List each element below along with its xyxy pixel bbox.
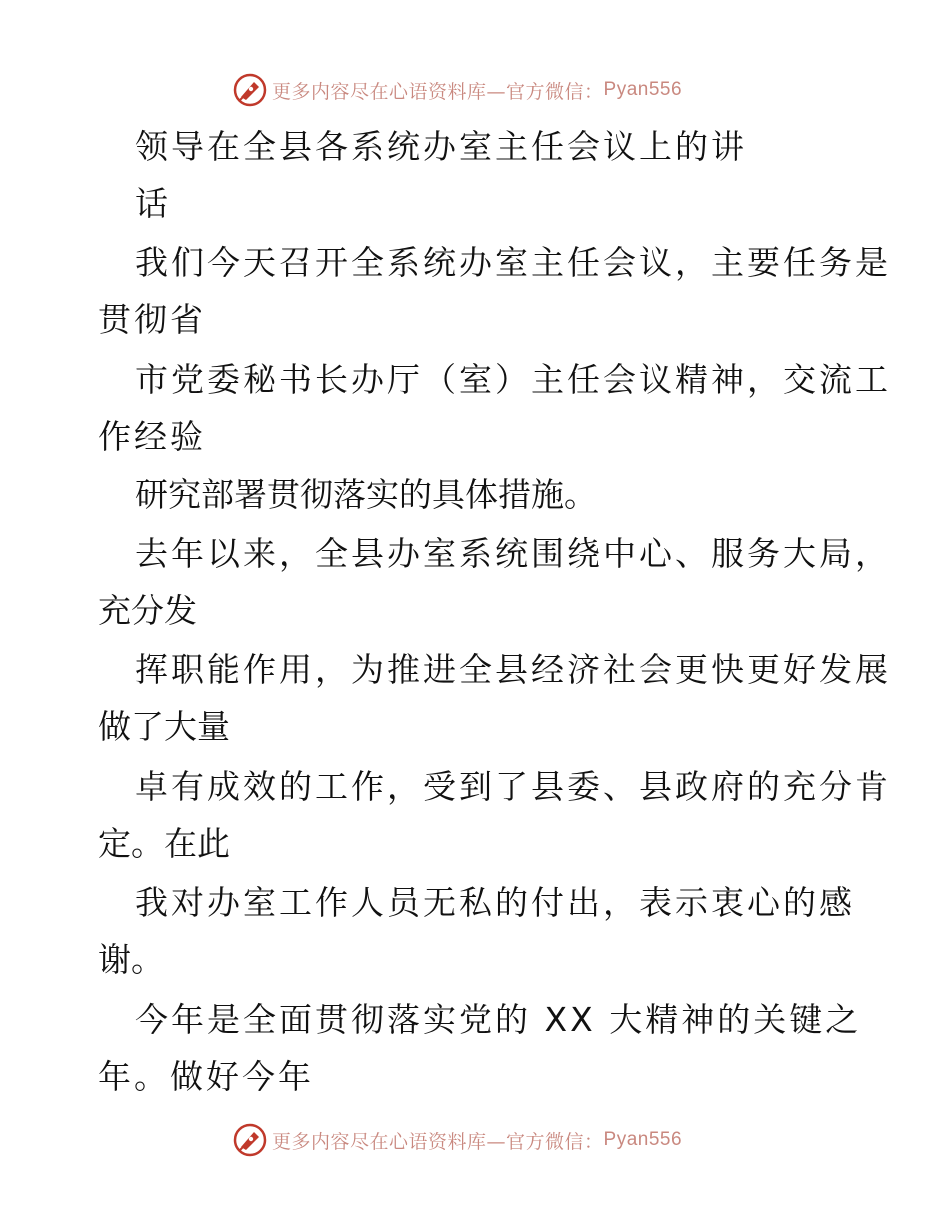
text-line: 我们今天召开全系统办室主任会议，主要任务是: [135, 243, 891, 282]
text-line: 我对办室工作人员无私的付出，表示衷心的感: [135, 883, 855, 922]
footer-watermark: [232, 1122, 682, 1158]
pen-nib-logo-icon: [232, 1122, 268, 1158]
text-line: 领导在全县各系统办室主任会议上的讲: [135, 127, 747, 166]
footer-watermark-handle: Pyan556: [603, 1129, 683, 1150]
text-line: 充分发: [98, 591, 197, 630]
text-line: 做了大量: [98, 707, 230, 746]
text-line: 谢。: [98, 940, 164, 979]
pen-nib-logo-icon: [232, 72, 268, 108]
text-line: 市党委秘书长办厅（室）主任会议精神，交流工: [135, 360, 891, 399]
text-line: 卓有成效的工作，受到了县委、县政府的充分肯: [135, 767, 891, 806]
text-line: 挥职能作用，为推进全县经济社会更快更好发展: [135, 650, 891, 689]
text-line: 贯彻省: [98, 300, 206, 339]
header-watermark: [232, 72, 682, 108]
text-line: 今年是全面贯彻落实党的 XX 大精神的关键之: [135, 1000, 862, 1039]
text-line: 作经验: [98, 417, 206, 456]
header-watermark-handle: Pyan556: [603, 79, 683, 100]
text-line: 研究部署贯彻落实的具体措施。: [135, 475, 597, 514]
text-line: 定。在此: [98, 824, 230, 863]
text-line: 去年以来，全县办室系统围绕中心、服务大局，: [135, 534, 891, 573]
footer-watermark-text: 更多内容尽在心语资料库—官方微信：: [272, 1130, 604, 1153]
header-watermark-text: 更多内容尽在心语资料库—官方微信：: [272, 80, 604, 103]
text-line: 话: [135, 184, 168, 223]
text-line: 年。做好今年: [98, 1057, 314, 1096]
